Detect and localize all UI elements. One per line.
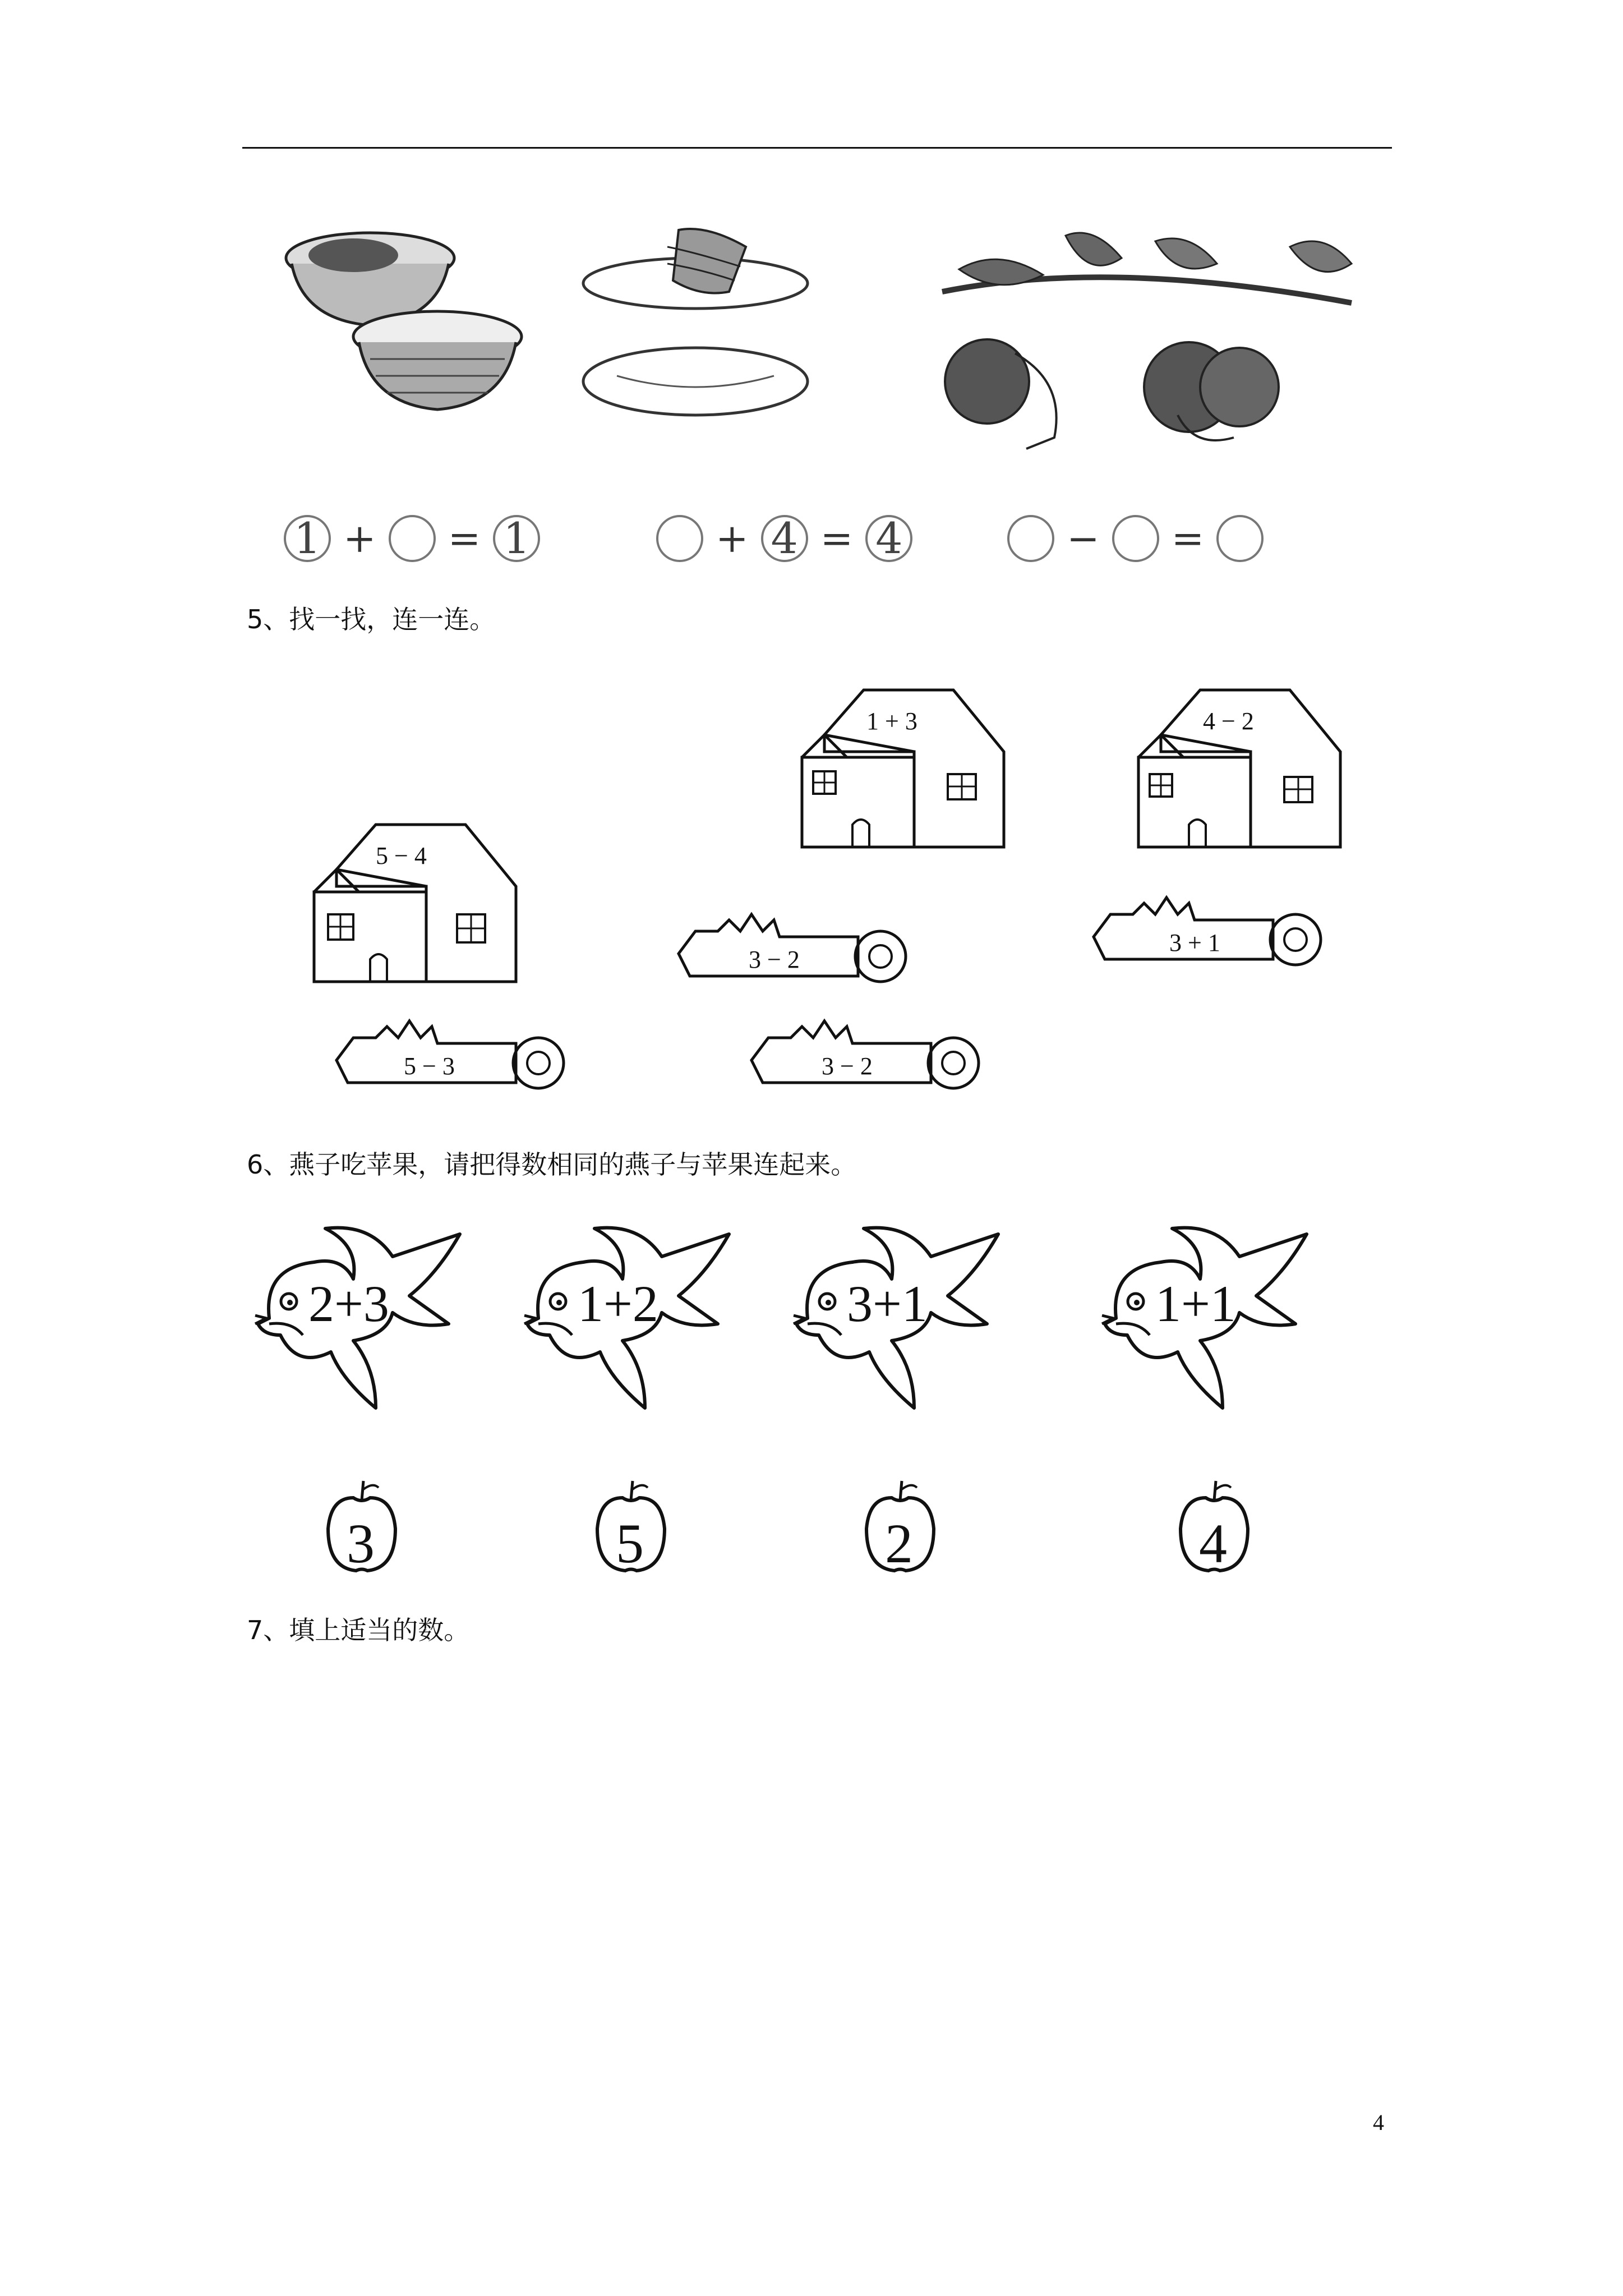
q6-apples: [314, 1470, 1267, 1582]
equation-2: [656, 508, 912, 569]
apple-3: [866, 1481, 934, 1575]
addend-circle: 4: [761, 515, 808, 562]
key-label: 3 + 1: [1169, 929, 1220, 956]
header-rule: [242, 147, 1392, 149]
baskets-illustration: [286, 233, 522, 409]
answer-blank-circle[interactable]: [1216, 515, 1264, 562]
house-3: [314, 825, 516, 982]
house-label: 5 − 4: [376, 842, 427, 869]
house-1: [802, 690, 1004, 847]
key-2: [1094, 898, 1321, 965]
answer-blank-circle[interactable]: [656, 515, 703, 562]
house-label: 4 − 2: [1203, 707, 1254, 735]
operator: +: [343, 516, 376, 562]
question-5-title: 5、找一找，连一连。: [247, 604, 496, 634]
equation-3: [1007, 508, 1264, 569]
operator: −: [1067, 516, 1100, 562]
apple-4: [1181, 1481, 1248, 1575]
equals-sign: =: [1171, 516, 1205, 562]
swallow-4: [1102, 1228, 1307, 1408]
plates-illustration: [583, 229, 808, 415]
equals-sign: =: [820, 516, 854, 562]
addend-circle: 1: [284, 515, 331, 562]
result-circle: 1: [493, 515, 540, 562]
question-7-title: 7、填上适当的数。: [247, 1615, 470, 1645]
equals-sign: =: [448, 516, 481, 562]
key-label: 3 − 2: [822, 1052, 873, 1080]
q5-houses-keys: [303, 679, 1368, 1105]
house-2: [1138, 690, 1340, 847]
key-3: [336, 1021, 564, 1088]
key-label: 5 − 3: [404, 1052, 455, 1080]
swallow-label: 2+3: [308, 1275, 389, 1332]
key-1: [679, 914, 906, 982]
q6-swallows: [247, 1212, 1368, 1436]
answer-blank-circle[interactable]: [1007, 515, 1054, 562]
apple-number: 2: [885, 1512, 913, 1575]
swallow-3: [794, 1228, 998, 1408]
apple-number: 4: [1199, 1512, 1227, 1575]
page-number: 4: [1373, 2110, 1384, 2135]
apple-number: 3: [347, 1512, 375, 1575]
swallow-label: 3+1: [847, 1275, 928, 1332]
apples-illustration: [942, 233, 1352, 449]
swallow-label: 1+2: [578, 1275, 658, 1332]
key-4: [751, 1021, 979, 1088]
apple-2: [597, 1481, 665, 1575]
result-circle: 4: [865, 515, 912, 562]
house-label: 1 + 3: [866, 707, 917, 735]
key-label: 3 − 2: [749, 946, 800, 973]
answer-blank-circle[interactable]: [1112, 515, 1159, 562]
swallow-2: [524, 1228, 729, 1408]
swallow-label: 1+1: [1155, 1275, 1236, 1332]
operator: +: [716, 516, 749, 562]
answer-blank-circle[interactable]: [389, 515, 436, 562]
question-6-title: 6、燕子吃苹果，请把得数相同的燕子与苹果连起来。: [247, 1149, 857, 1180]
apple-number: 5: [616, 1512, 644, 1575]
q4-illustrations: [269, 213, 1391, 482]
apple-1: [328, 1481, 395, 1575]
swallow-1: [255, 1228, 460, 1408]
equation-1: [284, 508, 540, 569]
